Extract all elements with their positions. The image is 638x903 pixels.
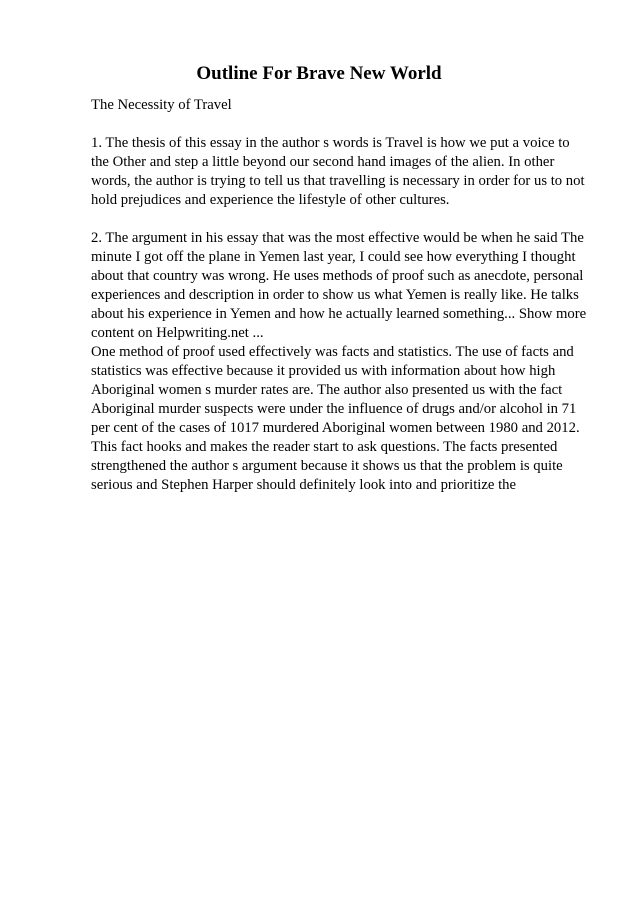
document-body — [91, 96, 601, 495]
text-line: statistics was effective because it provided us with information about how high — [91, 363, 556, 379]
text-line: 1. The thesis of this essay in the author s words is Travel is how we put a voice to — [91, 135, 570, 151]
text-line: per cent of the cases of 1017 murdered Aboriginal women between 1980 and 2012. — [91, 420, 580, 436]
text-line: words, the author is trying to tell us that travelling is necessary in order for us to not — [91, 173, 585, 189]
document-title: Outline For Brave New World — [196, 63, 442, 84]
text-line: 2. The argument in his essay that was the most effective would be when he said The — [91, 230, 584, 246]
text-line: Aboriginal women s murder rates are. The author also presented us with the fact — [91, 382, 563, 398]
text-line: about his experience in Yemen and how he actually learned something... Show more — [91, 306, 587, 322]
paragraph-3 — [91, 343, 601, 495]
paragraph-gap — [91, 210, 601, 229]
text-line: One method of proof used effectively was facts and statistics. The use of facts and — [91, 344, 574, 360]
text-line: serious and Stephen Harper should definitely look into and prioritize the — [91, 477, 517, 493]
subheading: The Necessity of Travel — [91, 97, 232, 113]
text-line: Aboriginal murder suspects were under the influence of drugs and/or alcohol in 71 — [91, 401, 577, 417]
text-line: content on Helpwriting.net ... — [91, 325, 264, 341]
text-line: strengthened the author s argument because it shows us that the problem is quite — [91, 458, 563, 474]
paragraph-2 — [91, 229, 601, 343]
paragraph-gap — [91, 115, 601, 134]
text-line: about that country was wrong. He uses methods of proof such as anecdote, personal — [91, 268, 584, 284]
text-line: hold prejudices and experience the lifestyle of other cultures. — [91, 192, 450, 208]
text-line: This fact hooks and makes the reader start to ask questions. The facts presented — [91, 439, 558, 455]
text-line: experiences and description in order to show us what Yemen is really like. He talks — [91, 287, 579, 303]
paragraph-1 — [91, 134, 601, 210]
text-line: the Other and step a little beyond our second hand images of the alien. In other — [91, 154, 555, 170]
text-line: minute I got off the plane in Yemen last year, I could see how everything I thought — [91, 249, 576, 265]
